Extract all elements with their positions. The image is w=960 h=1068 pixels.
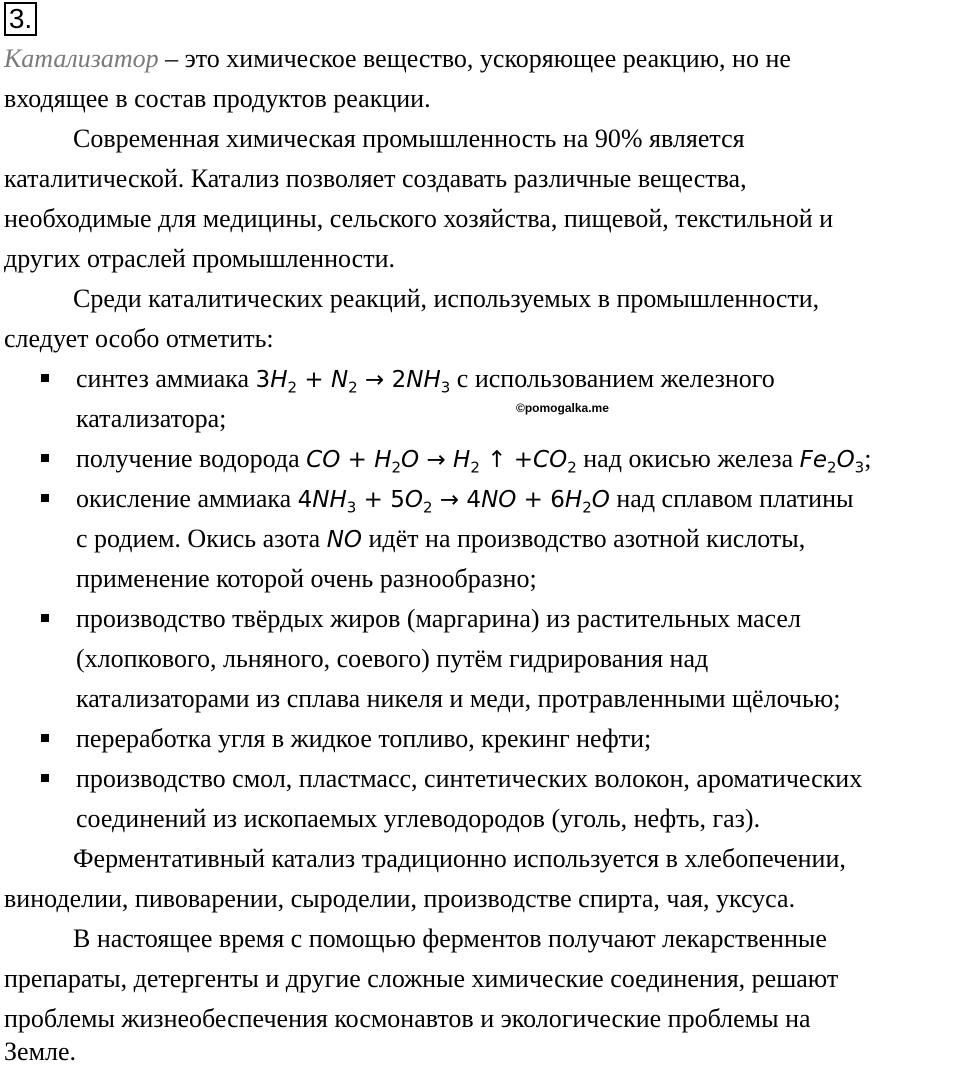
formula-nitric-oxide: NO xyxy=(326,527,362,553)
p4-line-2: препараты, детергенты и другие сложные химические соединения, решают xyxy=(4,964,839,993)
bullet-marker xyxy=(41,774,49,782)
p3-line-2: виноделии, пивоварении, сыроделии, производстве спирта, чая, уксуса. xyxy=(4,884,796,913)
watermark: ©pomogalka.me xyxy=(516,401,609,415)
bullet-3-text-end: над сплавом платины xyxy=(609,484,854,513)
formula-ammonia-synthesis: $3H_2 + N_2 \to 2NH_3$ xyxy=(255,367,451,397)
bullet-1-text: синтез аммиака xyxy=(76,364,256,393)
term-catalyst: Катализатор xyxy=(4,44,159,73)
formula-ammonia-oxidation: $4NH_3 + 5O_2 \to 4NO + 6H_2O$ xyxy=(297,487,610,517)
bullet-3-line-2-text: с родием. Окись азота xyxy=(76,524,327,553)
bullet-4-line-3: катализаторами из сплава никеля и меди, протравленными щёлочью; xyxy=(76,684,841,713)
bullet-marker xyxy=(41,614,49,622)
bullet-3-line-2 xyxy=(76,523,805,556)
bullet-marker xyxy=(41,454,49,462)
bullet-2-line-1 xyxy=(76,443,871,484)
intro-definition: – это химическое вещество, ускоряющее реакцию, но не xyxy=(158,44,791,73)
p1-line-4: других отраслей промышленности. xyxy=(4,244,395,273)
p4-line-3: проблемы жизнеобеспечения космонавтов и экологические проблемы на xyxy=(4,1004,811,1033)
p1-line-2: каталитической. Катализ позволяет создавать различные вещества, xyxy=(4,164,747,193)
intro-line-2: входящее в состав продуктов реакции. xyxy=(4,84,431,113)
bullet-marker xyxy=(41,494,49,502)
bullet-4-line-2: (хлопкового, льняного, соевого) путём гидрирования над xyxy=(76,644,709,673)
bullet-marker xyxy=(41,734,49,742)
p1-line-1: Современная химическая промышленность на 90% является xyxy=(73,124,745,153)
bullet-6-line-1: производство смол, пластмасс, синтетических волокон, ароматических xyxy=(76,764,863,793)
formula-iron-oxide: $Fe_2O_3$ xyxy=(799,447,865,477)
bullet-marker xyxy=(41,374,49,382)
bullet-1-line-1 xyxy=(76,363,775,404)
bullet-1-text-end: с использованием железного xyxy=(450,364,775,393)
bullet-4-line-1: производство твёрдых жиров (маргарина) из растительных масел xyxy=(76,604,801,633)
bullet-3-line-1 xyxy=(76,483,853,524)
p2-line-1: Среди каталитических реакций, используемых в промышленности, xyxy=(73,284,820,313)
bullet-2-text: получение водорода xyxy=(76,444,307,473)
bullet-3-text: окисление аммиака xyxy=(76,484,298,513)
p4-line-4: Земле. xyxy=(4,1037,77,1066)
p1-line-3: необходимые для медицины, сельского хозяйства, пищевой, текстильной и xyxy=(4,204,834,233)
bullet-1-line-2: катализатора; xyxy=(76,404,227,433)
exercise-number: 3. xyxy=(4,2,37,36)
bullet-2-text-mid: над окисью железа xyxy=(576,444,800,473)
p4-line-1: В настоящее время с помощью ферментов получают лекарственные xyxy=(73,924,827,953)
intro-line-1 xyxy=(4,43,791,75)
bullet-3-line-2-text-end: идёт на производство азотной кислоты, xyxy=(362,524,806,553)
bullet-5-line-1: переработка угля в жидкое топливо, крекинг нефти; xyxy=(76,724,652,753)
p3-line-1: Ферментативный катализ традиционно используется в хлебопечении, xyxy=(73,844,846,873)
bullet-6-line-2: соединений из ископаемых углеводородов (уголь, нефть, газ). xyxy=(76,804,761,833)
bullet-2-text-end: ; xyxy=(864,444,872,473)
p2-line-2: следует особо отметить: xyxy=(4,324,274,353)
formula-hydrogen: CO + $H_2O \to H_2$ ↑ $+CO_2$ xyxy=(306,447,577,477)
bullet-3-line-3: применение которой очень разнообразно; xyxy=(76,564,537,593)
